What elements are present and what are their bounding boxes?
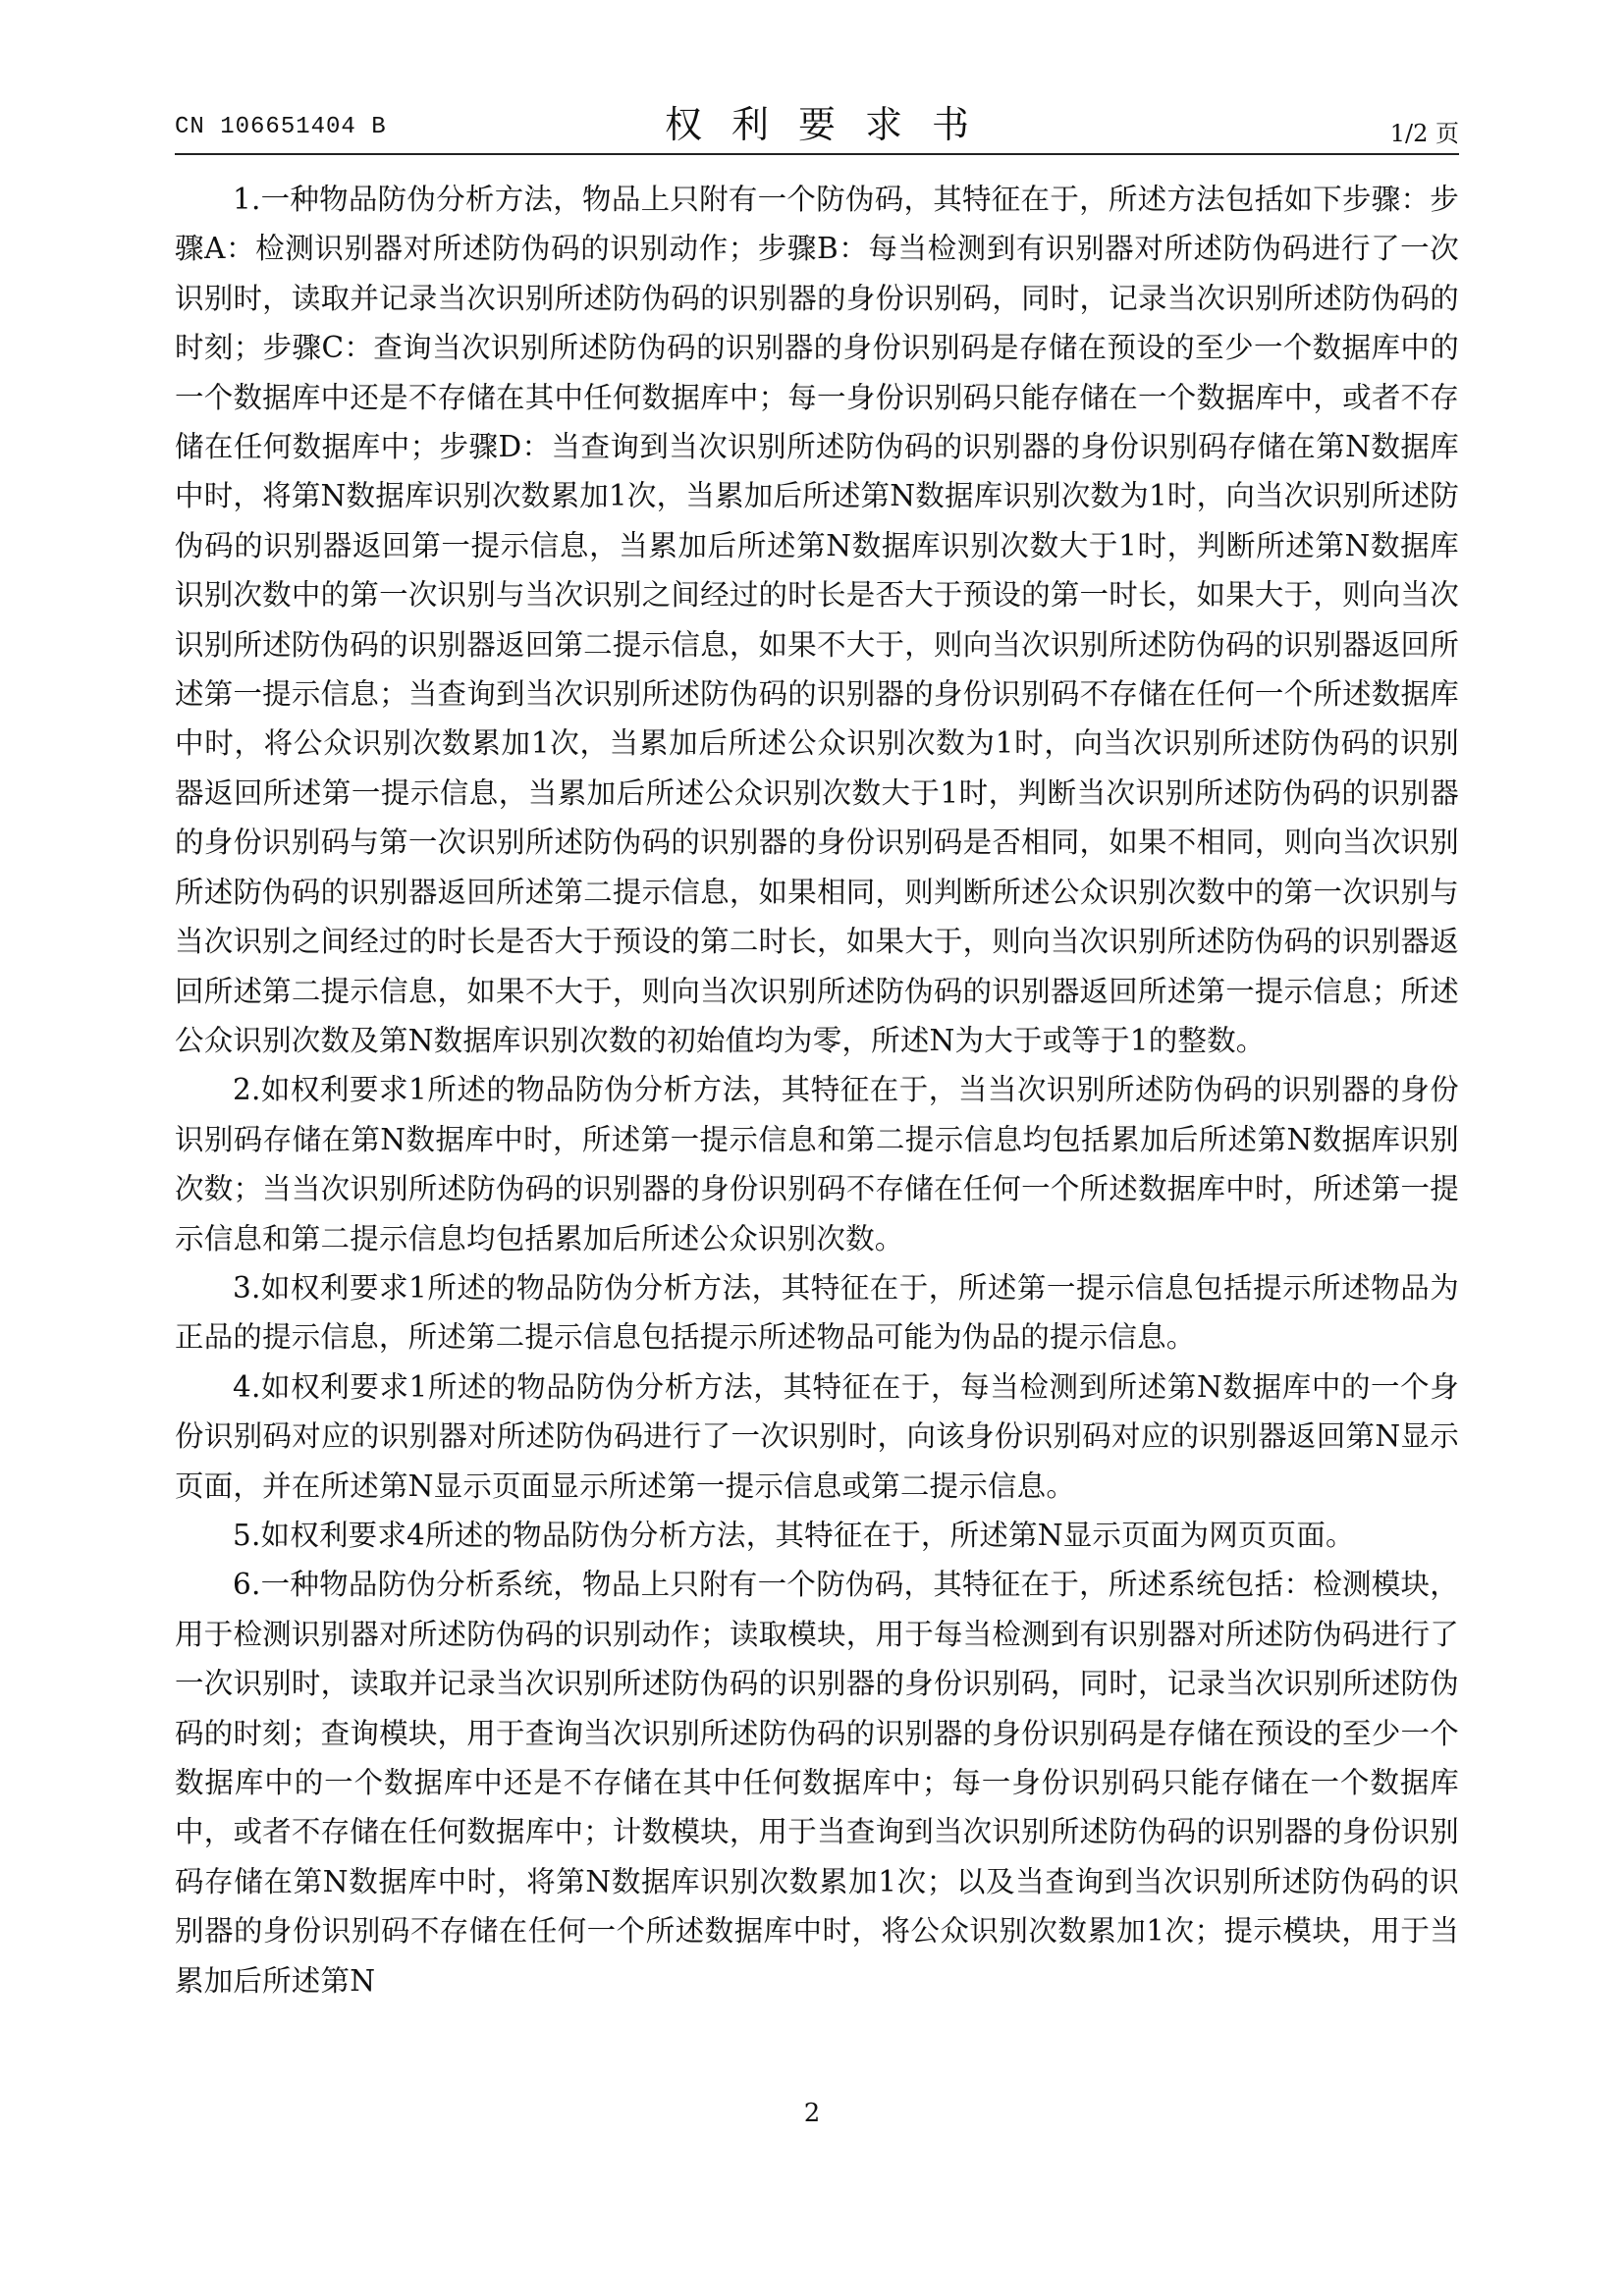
claim-2: 2.如权利要求1所述的物品防伪分析方法，其特征在于，当当次识别所述防伪码的识别器的身份识别码存储在第N数据库中时，所述第一提示信息和第二提示信息均包括累加后所述第N数据库识别次数；当当次识别所述防伪码的识别器的身份识别码不存储在任何一个所述数据库中时，所述第一提示信息和第二提示信息均包括累加后所述公众识别次数。 <box>175 1073 1459 1255</box>
claim-4: 4.如权利要求1所述的物品防伪分析方法，其特征在于，每当检测到所述第N数据库中的一个身份识别码对应的识别器对所述防伪码进行了一次识别时，向该身份识别码对应的识别器返回第N显示页面，并在所述第N显示页面显示所述第一提示信息或第二提示信息。 <box>175 1369 1459 1503</box>
claim-1: 1.一种物品防伪分析方法，物品上只附有一个防伪码，其特征在于，所述方法包括如下步骤：步骤A：检测识别器对所述防伪码的识别动作；步骤B：每当检测到有识别器对所述防伪码进行了一次识别时，读取并记录当次识别所述防伪码的识别器的身份识别码，同时，记录当次识别所述防伪码的时刻；步骤C：查询当次识别所述防伪码的识别器的身份识别码是存储在预设的至少一个数据库中的一个数据库中还是不存储在其中任何数据库中；每一身份识别码只能存储在一个数据库中，或者不存储在任何数据库中；步骤D：当查询到当次识别所述防伪码的识别器的身份识别码存储在第N数据库中时，将第N数据库识别次数累加1次，当累加后所述第N数据库识别次数为1时，向当次识别所述防伪码的识别器返回第一提示信息，当累加后所述第N数据库识别次数大于1时，判断所述第N数据库识别次数中的第一次识别与当次识别之间经过的时长是否大于预设的第一时长，如果大于，则向当次识别所述防伪码的识别器返回第二提示信息，如果不大于，则向当次识别所述防伪码的识别器返回所述第一提示信息；当查询到当次识别所述防伪码的识别器的身份识别码不存储在任何一个所述数据库中时，将公众识别次数累加1次，当累加后所述公众识别次数为1时，向当次识别所述防伪码的识别器返回所述第一提示信息，当累加后所述公众识别次数大于1时，判断当次识别所述防伪码的识别器的身份识别码与第一次识别所述防伪码的识别器的身份识别码是否相同，如果不相同，则向当次识别所述防伪码的识别器返回所述第二提示信息，如果相同，则判断所述公众识别次数中的第一次识别与当次识别之间经过的时长是否大于预设的第二时长，如果大于，则向当次识别所述防伪码的识别器返回所述第二提示信息，如果不大于，则向当次识别所述防伪码的识别器返回所述第一提示信息；所述公众识别次数及第N数据库识别次数的初始值均为零，所述N为大于或等于1的整数。 <box>175 183 1459 1057</box>
document-title: 权利要求书 <box>664 103 999 146</box>
claim-5: 5.如权利要求4所述的物品防伪分析方法，其特征在于，所述第N显示页面为网页页面。 <box>233 1518 1355 1552</box>
publication-number: CN 106651404 B <box>175 114 387 140</box>
claim-6: 6.一种物品防伪分析系统，物品上只附有一个防伪码，其特征在于，所述系统包括：检测模块，用于检测识别器对所述防伪码的识别动作；读取模块，用于每当检测到有识别器对所述防伪码进行了一次识别时，读取并记录当次识别所述防伪码的识别器的身份识别码，同时，记录当次识别所述防伪码的时刻；查询模块，用于查询当次识别所述防伪码的识别器的身份识别码是存储在预设的至少一个数据库中的一个数据库中还是不存储在其中任何数据库中；每一身份识别码只能存储在一个数据库中，或者不存储在任何数据库中；计数模块，用于当查询到当次识别所述防伪码的识别器的身份识别码存储在第N数据库中时，将第N数据库识别次数累加1次；以及当查询到当次识别所述防伪码的识别器的身份识别码不存储在任何一个所述数据库中时，将公众识别次数累加1次；提示模块，用于当累加后所述第N <box>175 1568 1459 1998</box>
page-header <box>175 90 1459 155</box>
claims-body <box>175 175 1459 2005</box>
page-number: 2 <box>803 2099 821 2128</box>
page-label: 1/2 页 <box>1389 120 1459 147</box>
claim-3: 3.如权利要求1所述的物品防伪分析方法，其特征在于，所述第一提示信息包括提示所述物品为正品的提示信息，所述第二提示信息包括提示所述物品可能为伪品的提示信息。 <box>175 1270 1459 1355</box>
